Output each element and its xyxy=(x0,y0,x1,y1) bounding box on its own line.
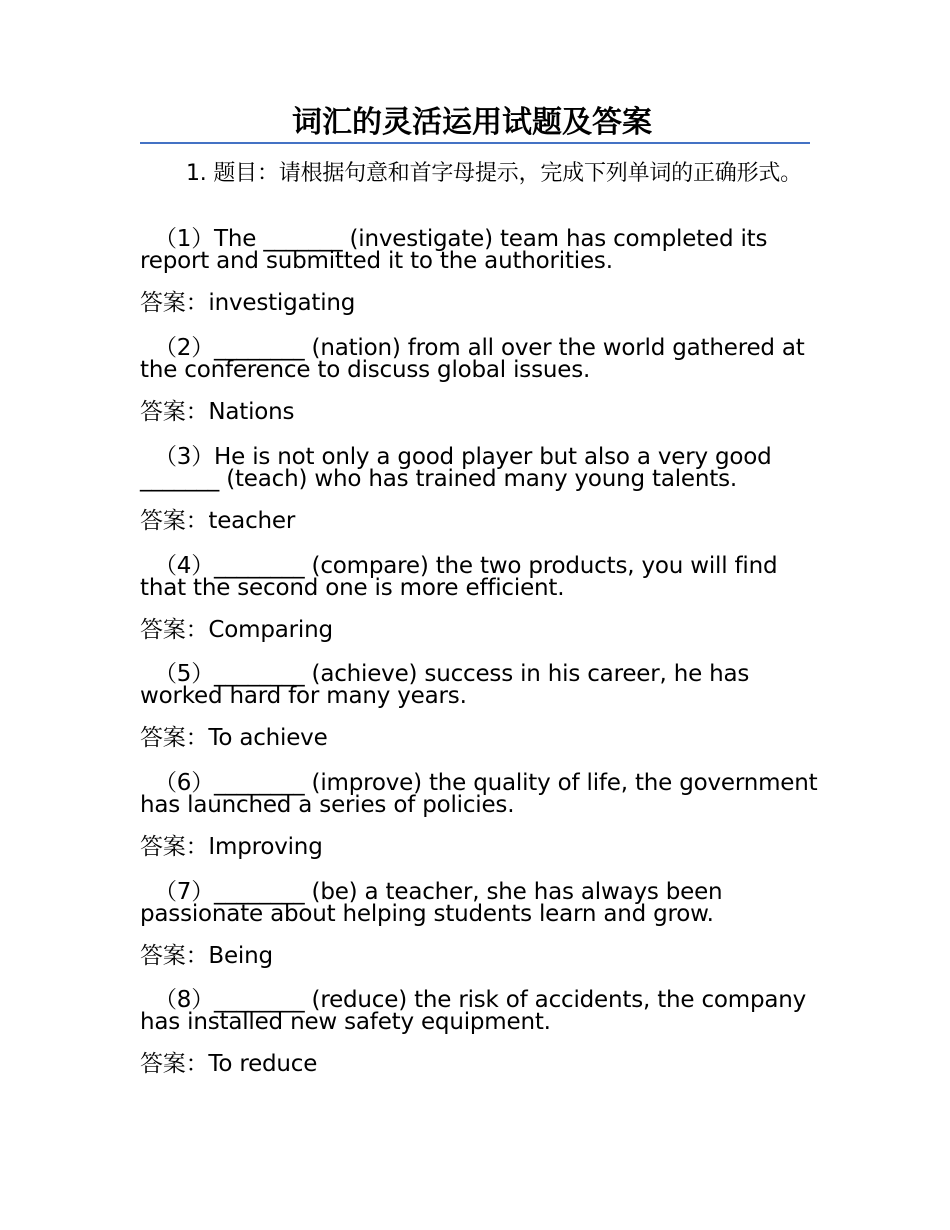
page-title: 词汇的灵活运用试题及答案 xyxy=(292,105,652,140)
question-5: （5）________ (achieve) success in his career, he has worked hard for many years. xyxy=(140,661,750,709)
question-8: （8）________ (reduce) the risk of accidents, the company has installed new safety equipment. xyxy=(140,987,807,1035)
answer-2: 答案：Nations xyxy=(140,399,295,425)
title-rule xyxy=(140,104,810,144)
instruction-text: 1. 题目：请根据句意和首字母提示，完成下列单词的正确形式。 xyxy=(186,161,802,186)
question-4: （4）________ (compare) the two products, you will find that the second one is more efficient. xyxy=(140,553,778,601)
question-3: （3）He is not only a good player but also a very good _______ (teach) who has trained many young talents. xyxy=(140,444,772,492)
question-7: （7）________ (be) a teacher, she has always been passionate about helping students learn and grow. xyxy=(140,879,723,927)
answer-8: 答案：To reduce xyxy=(140,1051,318,1077)
question-2: （2）________ (nation) from all over the world gathered at the conference to discuss global issues. xyxy=(140,335,805,383)
answer-7: 答案：Being xyxy=(140,943,273,969)
question-6: （6）________ (improve) the quality of life, the government has launched a series of policies. xyxy=(140,770,818,818)
answer-3: 答案：teacher xyxy=(140,508,296,534)
question-1: （1）The _______ (investigate) team has completed its report and submitted it to the authorities. xyxy=(140,226,768,274)
answer-5: 答案：To achieve xyxy=(140,725,328,751)
answer-1: 答案：investigating xyxy=(140,290,356,316)
answer-6: 答案：Improving xyxy=(140,834,323,860)
answer-4: 答案：Comparing xyxy=(140,617,333,643)
